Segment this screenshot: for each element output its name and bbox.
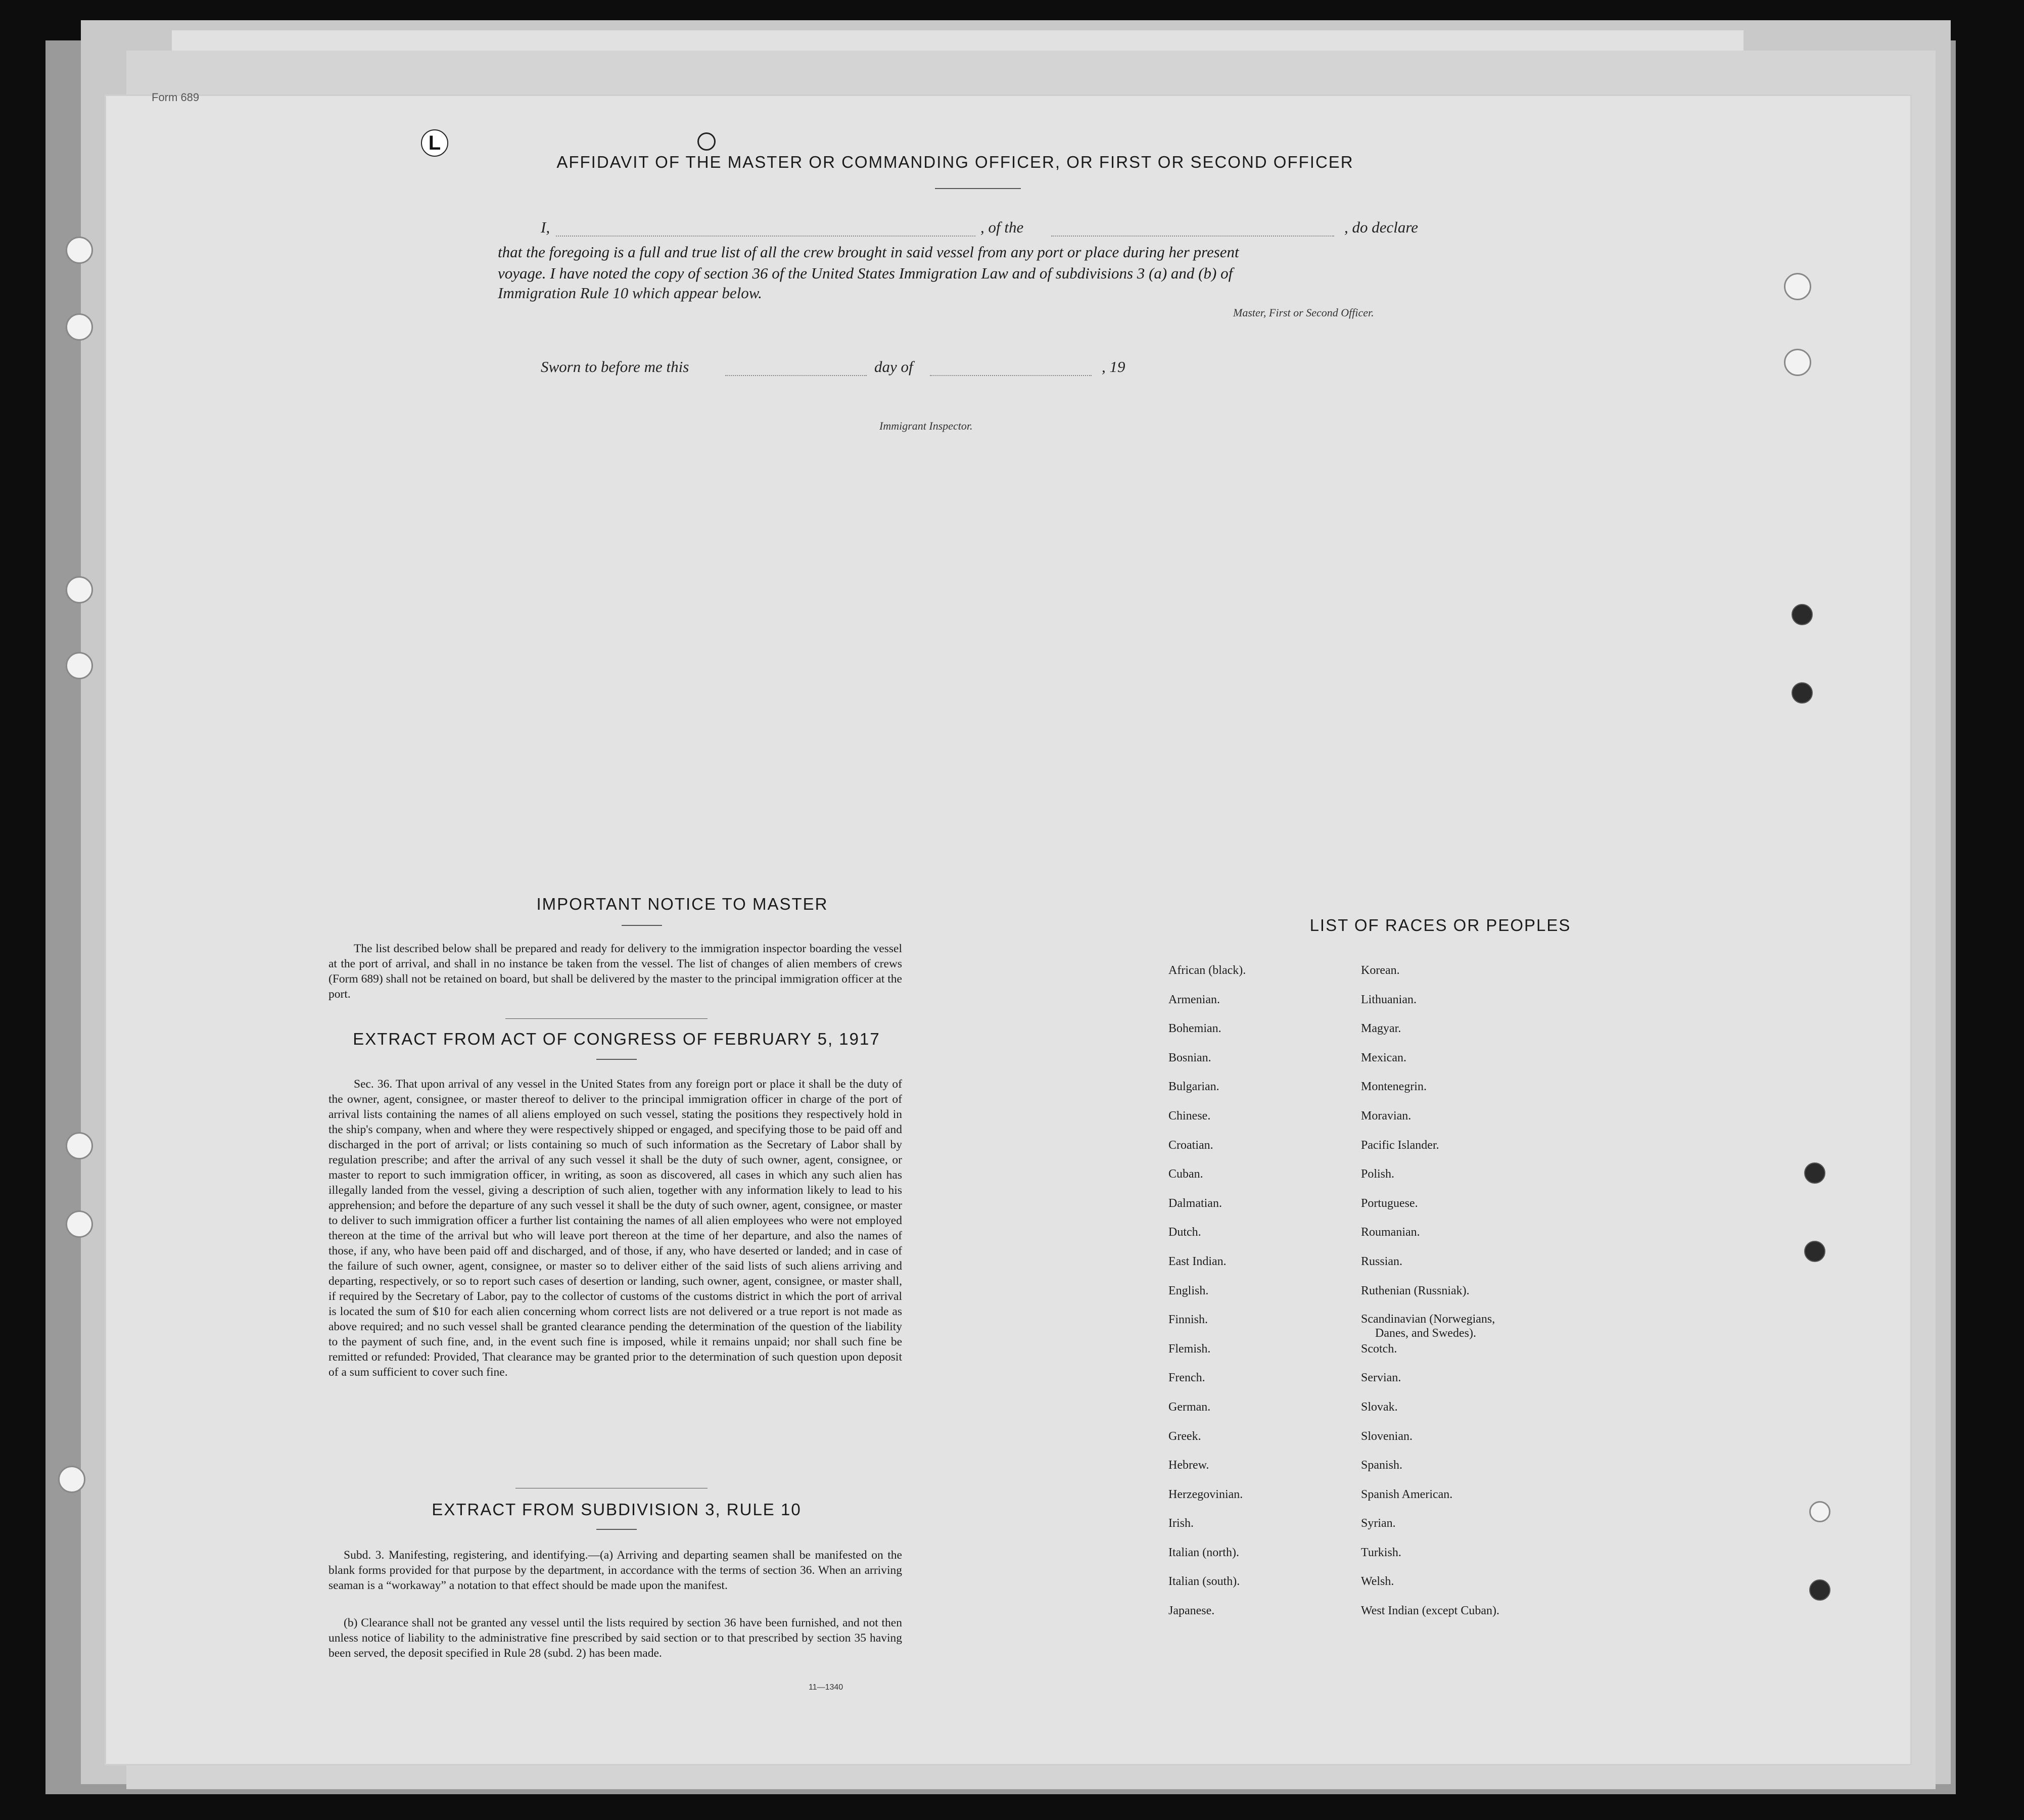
race-item: East Indian. (1168, 1254, 1227, 1268)
race-item: Roumanian. (1361, 1226, 1420, 1239)
race-item: Mexican. (1361, 1051, 1406, 1064)
binder-hole (66, 1210, 93, 1238)
corner-letter: L (421, 129, 448, 157)
race-item: Italian (north). (1168, 1546, 1239, 1559)
binder-hole (58, 1466, 85, 1493)
title-rule (596, 1529, 637, 1530)
vessel-blank[interactable] (1051, 236, 1334, 237)
race-item: French. (1168, 1371, 1205, 1385)
binder-hole (66, 576, 93, 603)
race-item: Cuban. (1168, 1168, 1203, 1181)
title-rule (622, 925, 662, 926)
race-item: Bulgarian. (1168, 1080, 1219, 1094)
act-text: Sec. 36. That upon arrival of any vessel in the United States from any foreign port or place it shall be the duty of the owner, agent, consignee, or master thereof to deliver to the principal immigration officer in charge of the port of arrival lists containing the names of all aliens employed on such vessel, stating the positions they respectively hold in the ship's company, when and where they were respectively shipped or engaged, and specifying those to be paid off and discharged in the port of arrival; or lists containing so much of such information as the Secretary of Labor shall by regulation prescribe; and after the arrival of any such vessel it shall be the duty of such owner, agent, consignee, or master to report to such immigration officer, in writing, as soon as discovered, all cases in which any such alien has illegally landed from the vessel, giving a description of such alien, together with any information likely to lead to his apprehension; and before the departure of any such vessel it shall be the duty of such owner, agent, consignee, or master to deliver to such immigration officer a further list containing the names of all alien employees who were not employed thereon at the time of the arrival but who will leave port thereon at the time of her departure, and also the names of those, if any, who have been paid off and discharged, and of those, if any, who have deserted or landed; and in case of the failure of such owner, agent, consignee, or master so to deliver either of the said lists of such aliens arriving and departing, respectively, or so to report such cases of desertion or landing, such owner, agent, consignee, or master shall, if required by the Secretary of Labor, pay to the collector of customs of the customs district in which the port of arrival is located the sum of $10 for each alien concerning whom correct lists are not delivered or a true report is not made as above required; and no such vessel shall be granted clearance pending the determination of the question of the liability to the payment of such fine, and, in the event such fine is imposed, while it remains unpaid; nor shall such fine be remitted or refunded: Provided, That clearance may be granted prior to the determination of such question upon deposit of a sum sufficient to cover such fine. (328, 1078, 902, 1379)
race-item: Korean. (1361, 964, 1400, 977)
race-item: Italian (south). (1168, 1575, 1240, 1589)
race-item: Dutch. (1168, 1226, 1201, 1239)
race-item: Dalmatian. (1168, 1196, 1222, 1210)
punch-mark (697, 132, 716, 151)
race-item: Scandinavian (Norwegians, Danes, and Swedes). (1361, 1313, 1495, 1340)
races-title: LIST OF RACES OR PEOPLES (1309, 916, 1571, 935)
print-code: 11—1340 (809, 1683, 843, 1692)
binder-hole (66, 237, 93, 264)
sworn-text: day of (874, 358, 913, 376)
act-title: EXTRACT FROM ACT OF CONGRESS OF FEBRUARY 5, 1917 (353, 1030, 880, 1048)
race-item: West Indian (except Cuban). (1361, 1604, 1499, 1618)
race-item: Turkish. (1361, 1546, 1401, 1559)
race-item: Magyar. (1361, 1022, 1401, 1036)
sworn-text: , 19 (1102, 358, 1125, 376)
race-item: Chinese. (1168, 1109, 1211, 1123)
race-item: Croatian. (1168, 1138, 1213, 1152)
binder-hole (1809, 1501, 1830, 1522)
affidavit-title: AFFIDAVIT OF THE MASTER OR COMMANDING OFFICER, OR FIRST OR SECOND OFFICER (556, 153, 1354, 171)
race-item: German. (1168, 1400, 1211, 1414)
race-item: Syrian. (1361, 1517, 1396, 1530)
race-item: Spanish American. (1361, 1487, 1453, 1501)
binder-hole (66, 313, 93, 341)
race-item: Montenegrin. (1361, 1080, 1427, 1094)
binder-hole (1792, 682, 1813, 704)
form-number: Form 689 (152, 91, 200, 104)
rule-text-b: (b) Clearance shall not be granted any vessel until the lists required by section 36 have been furnished, and not then unless notice of liability to the administrative fine prescribed by said section or to that prescribed by section 35 having been served, the deposit specified in Rule 28 (subd. 2) has been made. (328, 1616, 902, 1660)
declaration-end: , do declare (1344, 218, 1419, 236)
race-item: Pacific Islander. (1361, 1138, 1439, 1152)
race-item: Moravian. (1361, 1109, 1411, 1123)
binder-hole (66, 652, 93, 679)
binder-hole (1792, 604, 1813, 625)
race-item: African (black). (1168, 964, 1246, 977)
race-item: Spanish. (1361, 1459, 1403, 1472)
back-sheet-edge (172, 30, 1744, 51)
declaration-start: I, (541, 218, 550, 236)
title-rule (596, 1059, 637, 1060)
race-item: English. (1168, 1284, 1209, 1297)
race-item: Polish. (1361, 1168, 1395, 1181)
race-item: Slovak. (1361, 1400, 1398, 1414)
name-blank[interactable] (556, 236, 975, 237)
race-item: Herzegovinian. (1168, 1487, 1243, 1501)
declaration-line: that the foregoing is a full and true list of all the crew brought in said vessel from any port or place during her present (498, 243, 1239, 261)
race-item: Greek. (1168, 1429, 1201, 1443)
rule-title: EXTRACT FROM SUBDIVISION 3, RULE 10 (432, 1500, 802, 1519)
binder-hole (1809, 1579, 1830, 1601)
race-item: Hebrew. (1168, 1459, 1209, 1472)
races-left-column (1168, 963, 1246, 1632)
binder-hole (1784, 273, 1811, 300)
race-item: Portuguese. (1361, 1196, 1418, 1210)
notice-text: The list described below shall be prepared and ready for delivery to the immigration inspector boarding the vessel at the port of arrival, and shall in no instance be taken from the vessel. The list of changes of alien members of crews (Form 689) shall not be retained on board, but shall be delivered by the master to the principal immigration officer at the port. (328, 942, 902, 1001)
binder-hole (66, 1132, 93, 1159)
binder-hole (1804, 1241, 1825, 1262)
race-item: Armenian. (1168, 993, 1220, 1006)
race-item: Servian. (1361, 1371, 1401, 1385)
inspector-label: Immigrant Inspector. (879, 419, 973, 432)
race-item: Russian. (1361, 1254, 1403, 1268)
race-item: Welsh. (1361, 1575, 1394, 1589)
binder-hole (1804, 1162, 1825, 1184)
day-blank[interactable] (725, 375, 867, 376)
races-right-column (1361, 963, 1499, 1632)
declaration-line: voyage. I have noted the copy of section 36 of the United States Immigration Law and of subdivisions 3 (a) and (b) of (498, 264, 1233, 282)
race-item: Ruthenian (Russniak). (1361, 1284, 1470, 1297)
race-item: Slovenian. (1361, 1429, 1413, 1443)
signature-label: Master, First or Second Officer. (1233, 306, 1374, 319)
binder-hole (1784, 349, 1811, 376)
race-item: Flemish. (1168, 1342, 1211, 1356)
race-item: Bohemian. (1168, 1022, 1221, 1036)
race-item: Lithuanian. (1361, 993, 1417, 1006)
rule-text-a: Subd. 3. Manifesting, registering, and identifying.—(a) Arriving and departing seamen shall be manifested on the blank forms provided for that purpose by the department, in accordance with the terms of section 36. When an arriving seaman is a “workaway” a notation to that effect should be made upon the manifest. (328, 1549, 902, 1592)
sworn-text: Sworn to before me this (541, 358, 689, 376)
race-item: Bosnian. (1168, 1051, 1211, 1064)
race-item: Scotch. (1361, 1342, 1397, 1356)
title-rule (935, 188, 1021, 189)
notice-title: IMPORTANT NOTICE TO MASTER (536, 895, 828, 913)
section-rule (505, 1018, 708, 1019)
declaration-line: Immigration Rule 10 which appear below. (498, 284, 762, 302)
race-item: Japanese. (1168, 1604, 1215, 1618)
race-item: Finnish. (1168, 1313, 1208, 1327)
month-blank[interactable] (930, 375, 1092, 376)
race-item: Irish. (1168, 1517, 1194, 1530)
declaration-mid: , of the (980, 218, 1024, 236)
